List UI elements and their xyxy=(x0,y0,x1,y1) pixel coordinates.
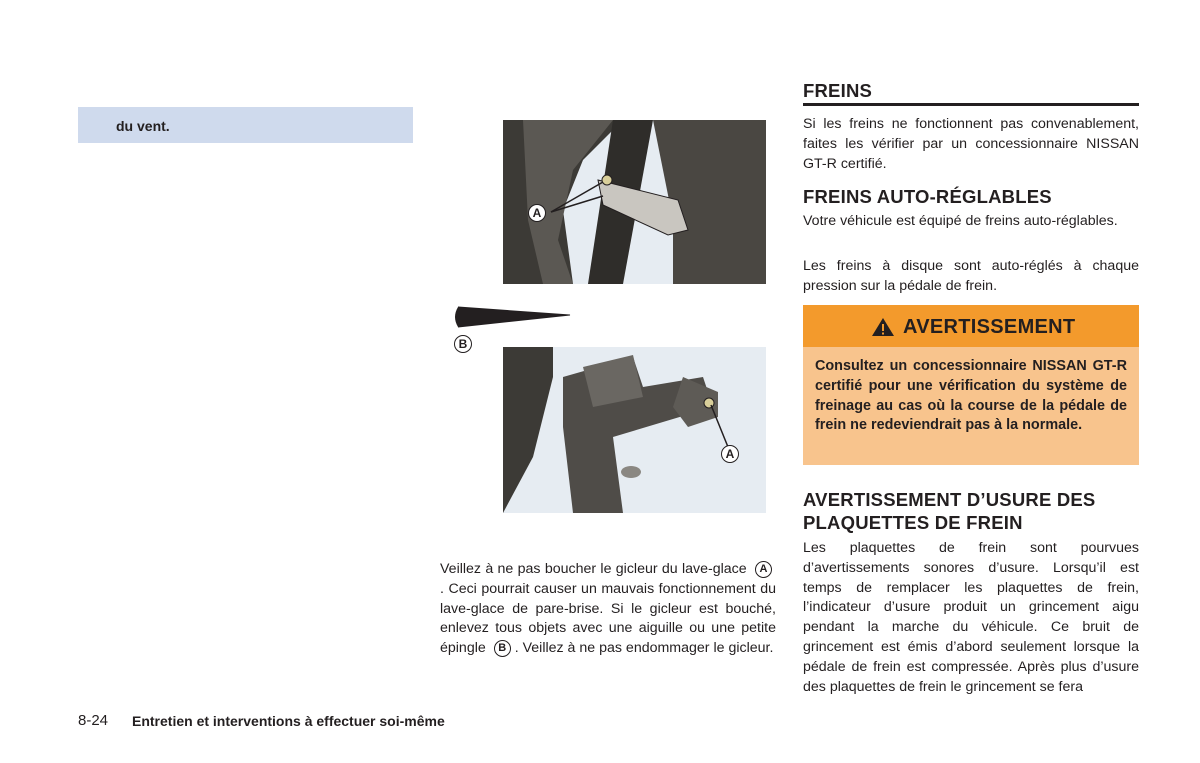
section-title-usure-2: PLAQUETTES DE FREIN xyxy=(803,512,1023,533)
instruction-part-3: . Veillez à ne pas endommager le gicleur. xyxy=(514,640,774,657)
freins-paragraph: Si les freins ne fonctionnent pas convenablement, faites les vérifier par un concessionnaire NISSAN GT-R certifié. xyxy=(803,116,1139,172)
usure-paragraph: Les plaquettes de frein sont pourvues d’avertissements sonores d’usure. Lorsqu’il est temps de remplacer les plaquettes de frein, l’indicateur d’usure produit un grincement aigu pendant la marche du véhicule. Ce bruit de grincement est émis d’abord seulement lorsque la pédale de frein est compressée. Après plus d’usure des plaquettes de frein le grincement se fera xyxy=(803,540,1139,695)
section-title-freins: FREINS xyxy=(803,80,873,101)
note-box xyxy=(78,107,413,143)
page-number: 8-24 xyxy=(78,712,109,729)
callout-b: B xyxy=(454,335,472,353)
section-title-usure-1: AVERTISSEMENT D’USURE DES xyxy=(803,489,1096,510)
warning-header xyxy=(803,305,1139,347)
pin-icon xyxy=(452,305,577,329)
footer-section-title: Entretien et interventions à effectuer soi-même xyxy=(132,713,445,729)
instruction-part-2: . Ceci pourrait causer un mauvais fonctionnement du lave-glace de pare-brise. Si le gicleur est bouché, enlevez tous objets avec une aiguille ou une petite épingle xyxy=(440,580,776,657)
title-rule xyxy=(803,103,1139,106)
section-title-auto: FREINS AUTO-RÉGLABLES xyxy=(803,186,1052,207)
inline-callout-b: B xyxy=(494,640,511,657)
auto-paragraph-2: Les freins à disque sont auto-réglés à chaque pression sur la pédale de frein. xyxy=(803,258,1139,294)
warning-text: Consultez un concessionnaire NISSAN GT-R certifié pour une vérification du système de freinage au cas où la course de la pédale de frein ne redeviendrait pas à la normale. xyxy=(815,358,1127,434)
inline-callout-a: A xyxy=(755,561,772,578)
callout-a-bottom: A xyxy=(721,445,739,463)
nozzle-illustration-bottom xyxy=(503,347,766,513)
warning-icon xyxy=(871,317,895,337)
warning-body xyxy=(803,347,1139,465)
nozzle-instructions xyxy=(440,560,776,659)
note-text: du vent. xyxy=(116,118,170,134)
instruction-part-1: Veillez à ne pas boucher le gicleur du lave-glace xyxy=(440,561,747,577)
warning-title: AVERTISSEMENT xyxy=(903,316,1076,338)
nozzle-illustration-top xyxy=(503,120,766,284)
auto-paragraph-1: Votre véhicule est équipé de freins auto-réglables. xyxy=(803,213,1118,229)
callout-a: A xyxy=(528,204,546,222)
